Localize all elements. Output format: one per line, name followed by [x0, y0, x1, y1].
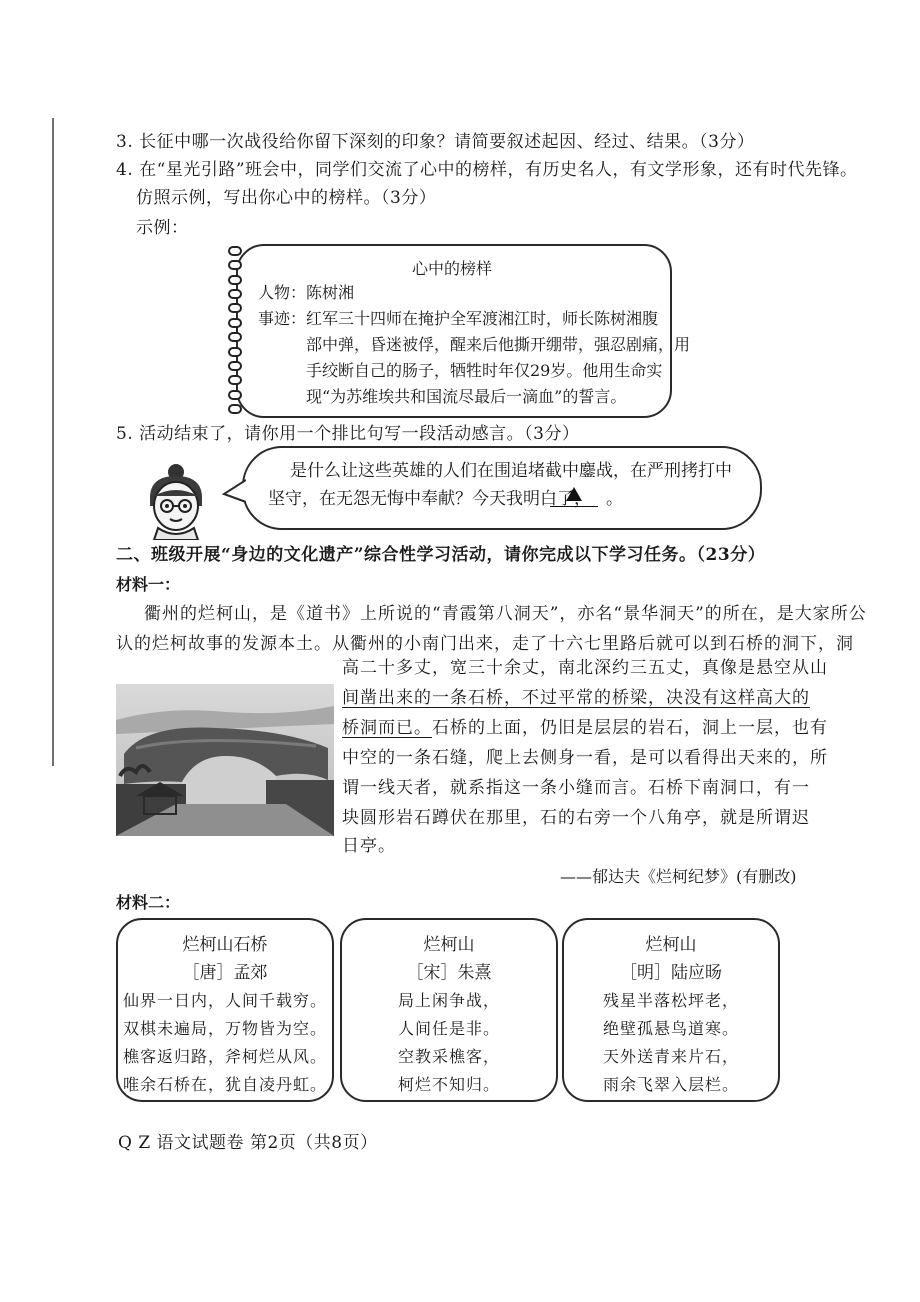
poem-title: 烂柯山	[645, 935, 697, 955]
material-1-right-7: 日亭。	[342, 836, 396, 856]
material-1-right-4: 中空的一条石缝，爬上去侧身一看，是可以看得出天来的，所	[342, 748, 828, 768]
material-1-line-2: 认的烂柯故事的发源本土。从衢州的小南门出来，走了十六七里路后就可以到石桥的洞下，洞	[116, 634, 854, 654]
cartoon-girl-icon	[138, 462, 216, 540]
card-deeds-1: 事迹：红军三十四师在掩护全军渡湘江时，师长陈树湘腹	[258, 309, 659, 328]
card-title: 心中的榜样	[411, 259, 492, 278]
poem-line: 天外送青来片石，	[602, 1047, 739, 1066]
answer-blank[interactable]	[550, 506, 598, 507]
blank-triangle-icon	[566, 487, 582, 501]
poem-author: ［唐］孟郊	[182, 963, 268, 983]
question-4-line2: 仿照示例，写出你心中的榜样。（3分）	[136, 188, 437, 208]
bubble-line-1: 是什么让这些英雄的人们在围追堵截中鏖战，在严刑拷打中	[290, 461, 732, 481]
stone-bridge-photo	[116, 684, 334, 836]
material-1-right-3	[342, 714, 828, 742]
poem-line: 双棋未遍局，万物皆为空。	[122, 1019, 327, 1038]
poem-line: 残星半落松坪老，	[602, 991, 739, 1010]
poem-line: 空教采樵客，	[397, 1047, 500, 1066]
poem-card-1	[116, 918, 334, 1102]
material-1-right-3a: 桥洞而已。	[342, 718, 432, 738]
speech-tail-icon	[222, 478, 246, 504]
poem-card-2	[340, 918, 558, 1102]
poem-line: 人间任是非。	[397, 1019, 500, 1038]
question-5: 5. 活动结束了，请你用一个排比句写一段活动感言。（3分）	[116, 424, 580, 444]
material-1-right-3b: 石桥的上面，仍旧是层层的岩石，洞上一层，也有	[432, 718, 828, 738]
poem-title: 烂柯山石桥	[182, 935, 268, 955]
example-label: 示例：	[136, 218, 189, 238]
material-1-label: 材料一：	[116, 575, 181, 594]
poem-line: 仙界一日内，人间千载穷。	[122, 991, 327, 1010]
poem-line: 绝壁孤悬鸟道寒。	[602, 1019, 739, 1038]
bubble-line-2: 坚守，在无怨无悔中奉献？今天我明白了，	[268, 489, 591, 509]
material-2-label: 材料二：	[116, 893, 181, 912]
material-1-right-5: 谓一线天者，就系指这一条小缝而言。石桥下南洞口，有一	[342, 778, 810, 798]
question-4-line1: 4. 在“星光引路”班会中，同学们交流了心中的榜样，有历史名人，有文学形象，还有时代先锋。	[116, 160, 858, 180]
poem-line: 雨余飞翠入层栏。	[602, 1075, 739, 1094]
material-1-author: ——郁达夫《烂柯纪梦》(有删改)	[560, 867, 797, 886]
bubble-end: 。	[606, 489, 623, 509]
poem-line: 局上闲争战，	[397, 991, 500, 1010]
material-1-right-1: 高二十多丈，宽三十余丈，南北深约三五丈，真像是悬空从山	[342, 658, 828, 678]
poem-line: 唯余石桥在，犹自凌丹虹。	[122, 1075, 327, 1094]
material-1-right-6: 块圆形岩石蹲伏在那里，石的右旁一个八角亭，就是所谓迟	[342, 808, 810, 828]
card-deeds-3: 手绞断自己的肠子，牺牲时年仅29岁。他用生命实	[306, 361, 663, 380]
card-deeds-2: 部中弹，昏迷被俘，醒来后他撕开绷带，强忍剧痛，用	[306, 335, 691, 354]
poem-line: 樵客返归路，斧柯烂从风。	[122, 1047, 327, 1066]
card-deeds-4: 现“为苏维埃共和国流尽最后一滴血”的誓言。	[306, 387, 627, 406]
poem-author: ［明］陆应旸	[620, 963, 722, 983]
poem-card-3	[562, 918, 780, 1102]
card-person: 人物：陈树湘	[258, 283, 355, 302]
poem-title: 烂柯山	[423, 935, 475, 955]
material-1-right-2: 间凿出来的一条石桥，不过平常的桥梁，决没有这样高大的	[342, 688, 810, 708]
poem-author: ［宋］朱熹	[406, 963, 492, 983]
page-footer: Q Z 语文试题卷 第2页（共8页）	[118, 1133, 378, 1153]
poem-line: 柯烂不知归。	[397, 1075, 500, 1094]
section-2-heading: 二、班级开展“身边的文化遗产”综合性学习活动，请你完成以下学习任务。（23分）	[116, 545, 766, 565]
margin-rule	[52, 118, 54, 766]
material-1-line-1: 衢州的烂柯山，是《道书》上所说的“青霞第八洞天”，亦名“景华洞天”的所在，是大家所公	[144, 604, 867, 624]
question-3: 3. 长征中哪一次战役给你留下深刻的印象？请简要叙述起因、经过、结果。（3分）	[116, 132, 755, 152]
